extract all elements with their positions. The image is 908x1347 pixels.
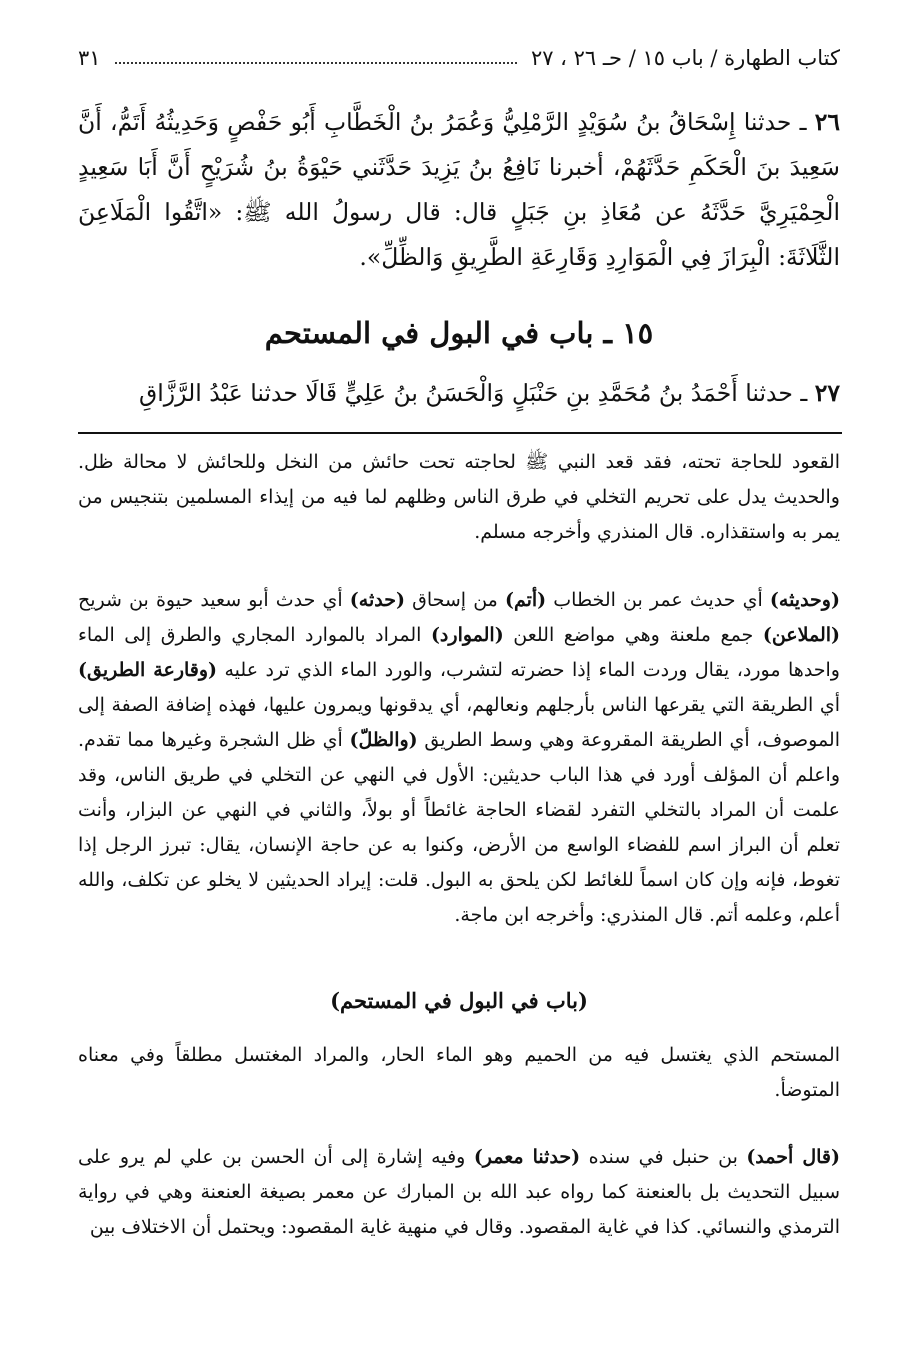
term-qala-ahmad: (قال أحمد) [746, 1146, 840, 1168]
page-header [78, 38, 840, 78]
commentary-text: أي ظل الشجرة وغيرها مما تقدم. واعلم أن المؤلف أورد في هذا الباب حديثين: الأول في النهي عن التخلي في طريق الناس، وقد علمت أن المراد بالتخلي التفرد لقضاء الحاجة غائطاً أو بولاً، والثاني في النهي عن البزار، وأنت تعلم أن البراز اسم للفضاء الواسع من الأرض، وكنوا به عن حاجة الإنسان، يقال: تبرز الرجل إذا تغوط، فإنه وإن كان اسماً للغائط لكن يلحق به البول. قلت: إيراد الحديثين لا يخلو عن تكلف، والله أعلم، وعلمه أتم. قال المنذري: وأخرجه ابن ماجة. [78, 729, 840, 926]
running-title: كتاب الطهارة / باب ١٥ / حـ ٢٦ ، ٢٧ [530, 46, 840, 70]
commentary-text: أي الطريقة التي يقرعها الناس بأرجلهم ونعالهم، أي يدقونها ويمرون عليها، فهذه إضافة الصفة إلى الموصوف، أي الطريقة المقروعة وهي وسط الطريق [78, 694, 840, 751]
hadith-27-number: ٢٧ [814, 379, 840, 407]
hadith-26 [78, 100, 840, 280]
header-dot-leader [115, 52, 517, 64]
footnote-divider [78, 432, 842, 434]
term-walzill: (والظلّ) [349, 729, 418, 751]
hadith-26-number: ٢٦ [814, 108, 841, 136]
commentary-paragraph-3: المستحم الذي يغتسل فيه من الحميم وهو الماء الحار، والمراد المغتسل مطلقاً وفي معناه المتوضأ. [78, 1044, 840, 1101]
commentary-paragraph-1: القعود للحاجة تحته، فقد قعد النبي ﷺ لحاجته تحت حائش من النخل وللحائش لا محالة ظل. والحديث يدل على تحريم التخلي في طرق الناس وظلهم لما فيه من إيذاء المسلمين بتنجيس من يمر به واستقذاره. قال المنذري وأخرجه مسلم. [78, 451, 840, 543]
page-number: ٣١ [78, 46, 101, 70]
commentary-text: جمع ملعنة وهي مواضع اللعن [503, 624, 763, 646]
term-qariat-altariq: (وقارعة الطريق) [78, 659, 218, 681]
commentary-subheading: (باب في البول في المستحم) [330, 988, 588, 1013]
term-haddathahu: (حدثه) [349, 589, 405, 611]
commentary-text: وفيه إشارة إلى أن الحسن بن علي لم يرو على سبيل التحديث بل بالعنعنة كما رواه عبد الله بن المبارك عن معمر بصيغة العنعنة وهي في رواية الترمذي والنسائي. كذا في غاية المقصود. وقال في منهية غاية المقصود: ويحتمل أن الاختلاف بين [78, 1146, 840, 1238]
hadith-27 [78, 372, 840, 414]
commentary-text: أي حدث أبو سعيد حيوة بن شريح [78, 589, 350, 611]
hadith-27-text: حدثنا أَحْمَدُ بنُ مُحَمَّدِ بنِ حَنْبَلٍ وَالْحَسَنُ بنُ عَلِيٍّ قَالَا حدثنا عَبْدُ الرَّزَّاقِ [139, 379, 793, 407]
chapter-heading: ١٥ ـ باب في البول في المستحم [264, 316, 654, 350]
term-almalaeen: (الملاعن) [762, 624, 840, 646]
term-haddathana-muammar: (حدثنا معمر) [473, 1146, 581, 1168]
term-wahadithuhu: (وحديثه) [769, 589, 840, 611]
commentary-text: بن حنبل في سنده [580, 1146, 747, 1168]
commentary-paragraph-2 [78, 583, 840, 933]
term-almawarid: (الموارد) [430, 624, 504, 646]
commentary-text: من إسحاق [404, 589, 505, 611]
term-atamm: (أتم) [504, 589, 547, 611]
hadith-number-dash: ـ [792, 379, 808, 407]
hadith-number-dash: ـ [791, 108, 807, 136]
hadith-26-text: حدثنا إِسْحَاقُ بنُ سُوَيْدٍ الرَّمْلِيُّ وَعُمَرُ بنُ الْخَطَّابِ أَبُو حَفْصٍ وَحَدِيثُهُ أَتَمُّ، أَنَّ سَعِيدَ بنَ الْحَكَمِ حَدَّثَهُمْ، أخبرنا نَافِعُ بنُ يَزِيدَ حَدَّثَني حَيْوَةُ بنُ شُرَيْحٍ أَنَّ أَبَا سَعِيدٍ الْحِمْيَرِيَّ حَدَّثَهُ عن مُعَاذِ بنِ جَبَلٍ قال: قال رسولُ الله ﷺ: «اتَّقُوا الْمَلَاعِنَ الثَّلَاثَةَ: الْبِرَازَ فِي الْمَوَارِدِ وَقَارِعَةِ الطَّرِيقِ وَالظِّلِّ». [78, 108, 840, 271]
commentary-text: أي حديث عمر بن الخطاب [546, 589, 770, 611]
commentary-paragraph-4 [78, 1140, 840, 1245]
commentary-text: المراد بالموارد المجاري والطرق إلى الماء واحدها مورد، يقال وردت الماء إذا حضرته لتشرب، والورد الماء الذي ترد عليه [78, 624, 840, 681]
